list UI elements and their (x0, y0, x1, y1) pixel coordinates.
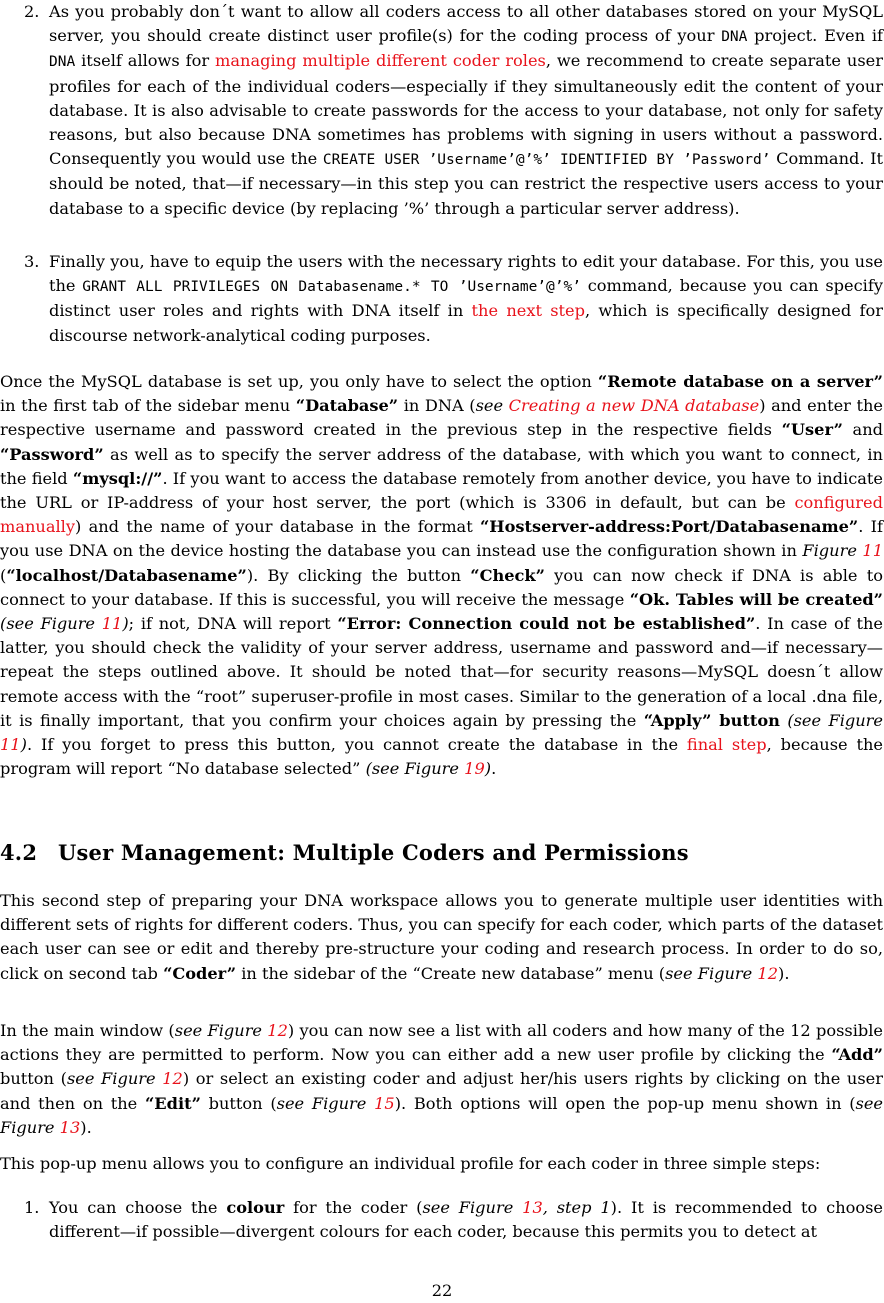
hyperlink-creating-db[interactable]: Creating a new DNA database (508, 396, 760, 416)
list-item-text: You can choose the colour for the coder (see Figure 13, step 1). It is recommended to choose different—if possible—divergent colours for each coder, because this permits you to detect at (49, 1198, 883, 1242)
hyperlink-figure-11[interactable]: 11 (0, 735, 21, 755)
hyperlink-coder-roles[interactable]: managing multiple different coder roles (215, 51, 546, 71)
paragraph-popup-menu: This pop-up menu allows you to configure an individual profile for each coder in three simple steps: (0, 1154, 821, 1173)
paragraph-main-window: In the main window (see Figure 12) you can now see a list with all coders and how many of the 12 possible actions they are permitted to perform. Now you can either add a new user profile by clicking the “Add” button (see Figure 12) or select an existing coder and adjust her/his users rights by clicking on the user and then on the “Edit” button (see Figure 15). Both options will open the pop-up menu shown in (see Figure 13). (0, 1021, 884, 1137)
hyperlink-figure-15[interactable]: 15 (374, 1093, 395, 1113)
hyperlink-final-step[interactable]: final step (686, 735, 767, 755)
code-text: DNA (49, 54, 76, 71)
hyperlink-figure-11[interactable]: 11 (101, 614, 123, 634)
list-number: 1. (24, 1198, 40, 1217)
code-text: DNA (721, 29, 748, 46)
hyperlink-configured-manually[interactable]: configured manually (0, 493, 883, 537)
list-item-text: As you probably don´t want to allow all coders access to all other databases stored on your MySQL server, you should create distinct user profile(s) for the coding process of your DNA project. Even if DNA itself allows for managing multiple different coder roles, we recommend to create separate user profiles for each of the individual coders—especially if they simultaneously edit the content of your database. It is also advisable to create passwords for the access to your database, not only for safety reasons, but also because DNA sometimes has problems with signing in users without a password. Consequently you would use the CREATE USER ’Username’@’%’ IDENTIFIED BY ’Password’ Command. It should be noted, that—if necessary—in this step you can restrict the respective users access to your database to a specific device (by replacing ’%’ through a particular server address). (49, 2, 884, 218)
hyperlink-figure-19[interactable]: 19 (464, 759, 485, 779)
paragraph-user-management: This second step of preparing your DNA workspace allows you to generate multiple user identities with different sets of rights for different coders. Thus, you can specify for each coder, which parts of the dataset each user can see or edit and thereby pre-structure your coding and research process. In order to do so, click on second tab “Coder” in the sidebar of the “Create new database” menu (see Figure 12). (0, 891, 883, 983)
list-item-text: Finally you, have to equip the users with the necessary rights to edit your database. For this, you use the GRANT ALL PRIVILEGES ON Databasename.* TO ’Username’@’%’ command, because you can specify distinct user roles and rights with DNA itself in the next step, which is specifically designed for discourse network-analytical coding purposes. (49, 252, 883, 345)
list-item-1 (0, 1196, 884, 1244)
hyperlink-figure-12[interactable]: 12 (162, 1069, 183, 1089)
hyperlink-figure-12[interactable]: 12 (267, 1021, 288, 1040)
code-create-user: CREATE USER ’Username’@’%’ IDENTIFIED BY ’Password’ (322, 152, 771, 169)
page-number: 22 (431, 1281, 453, 1300)
hyperlink-next-step[interactable]: the next step (471, 301, 585, 321)
code-grant: GRANT ALL PRIVILEGES ON Databasename.* TO ’Username’@’%’ (82, 279, 581, 296)
section-title: User Management: Multiple Coders and Permissions (58, 840, 689, 865)
section-number: 4.2 (0, 840, 38, 865)
paragraph-remote-database: Once the MySQL database is set up, you only have to select the option “Remote database on a server” in the first tab of the sidebar menu “Database” in DNA (see Creating a new DNA database) and enter the respective username and password created in the previous step in the respective fields “User” and “Password” as well as to specify the server address of the database, with which you want to connect, in the field “mysql://”. If you want to access the database remotely from another device, you have to indicate the URL or IP-address of your host server, the port (which is 3306 in default, but can be configured manually) and the name of your database in the format “Hostserver-address:Port/Databasename”. If you use DNA on the device hosting the database you can instead use the configuration shown in Figure 11 (“localhost/Databasename”). By clicking the button “Check” you can now check if DNA is able to connect to your database. If this is successful, you will receive the message “Ok. Tables will be created” (see Figure 11); if not, DNA will report “Error: Connection could not be established”. In case of the latter, you should check the validity of your server address, username and password and—if necessary—repeat the steps outlined above. It should be noted that—for security reasons—MySQL doesn´t allow remote access with the “root” superuser-profile in most cases. Similar to the generation of a local .dna file, it is finally important, that you confirm your choices again by pressing the “Apply” button (see Figure 11). If you forget to press this button, you cannot create the database in the final step, because the program will report “No database selected” (see Figure 19). (0, 372, 884, 779)
hyperlink-figure-13[interactable]: 13 (522, 1198, 543, 1217)
list-number: 2. (24, 2, 40, 21)
list-item-2 (0, 0, 884, 221)
hyperlink-figure-12[interactable]: 12 (757, 963, 779, 983)
hyperlink-figure-11[interactable]: 11 (862, 541, 883, 561)
hyperlink-figure-13[interactable]: 13 (59, 1117, 81, 1137)
list-item-3 (0, 250, 884, 348)
section-heading (0, 841, 689, 865)
list-number: 3. (24, 252, 40, 271)
